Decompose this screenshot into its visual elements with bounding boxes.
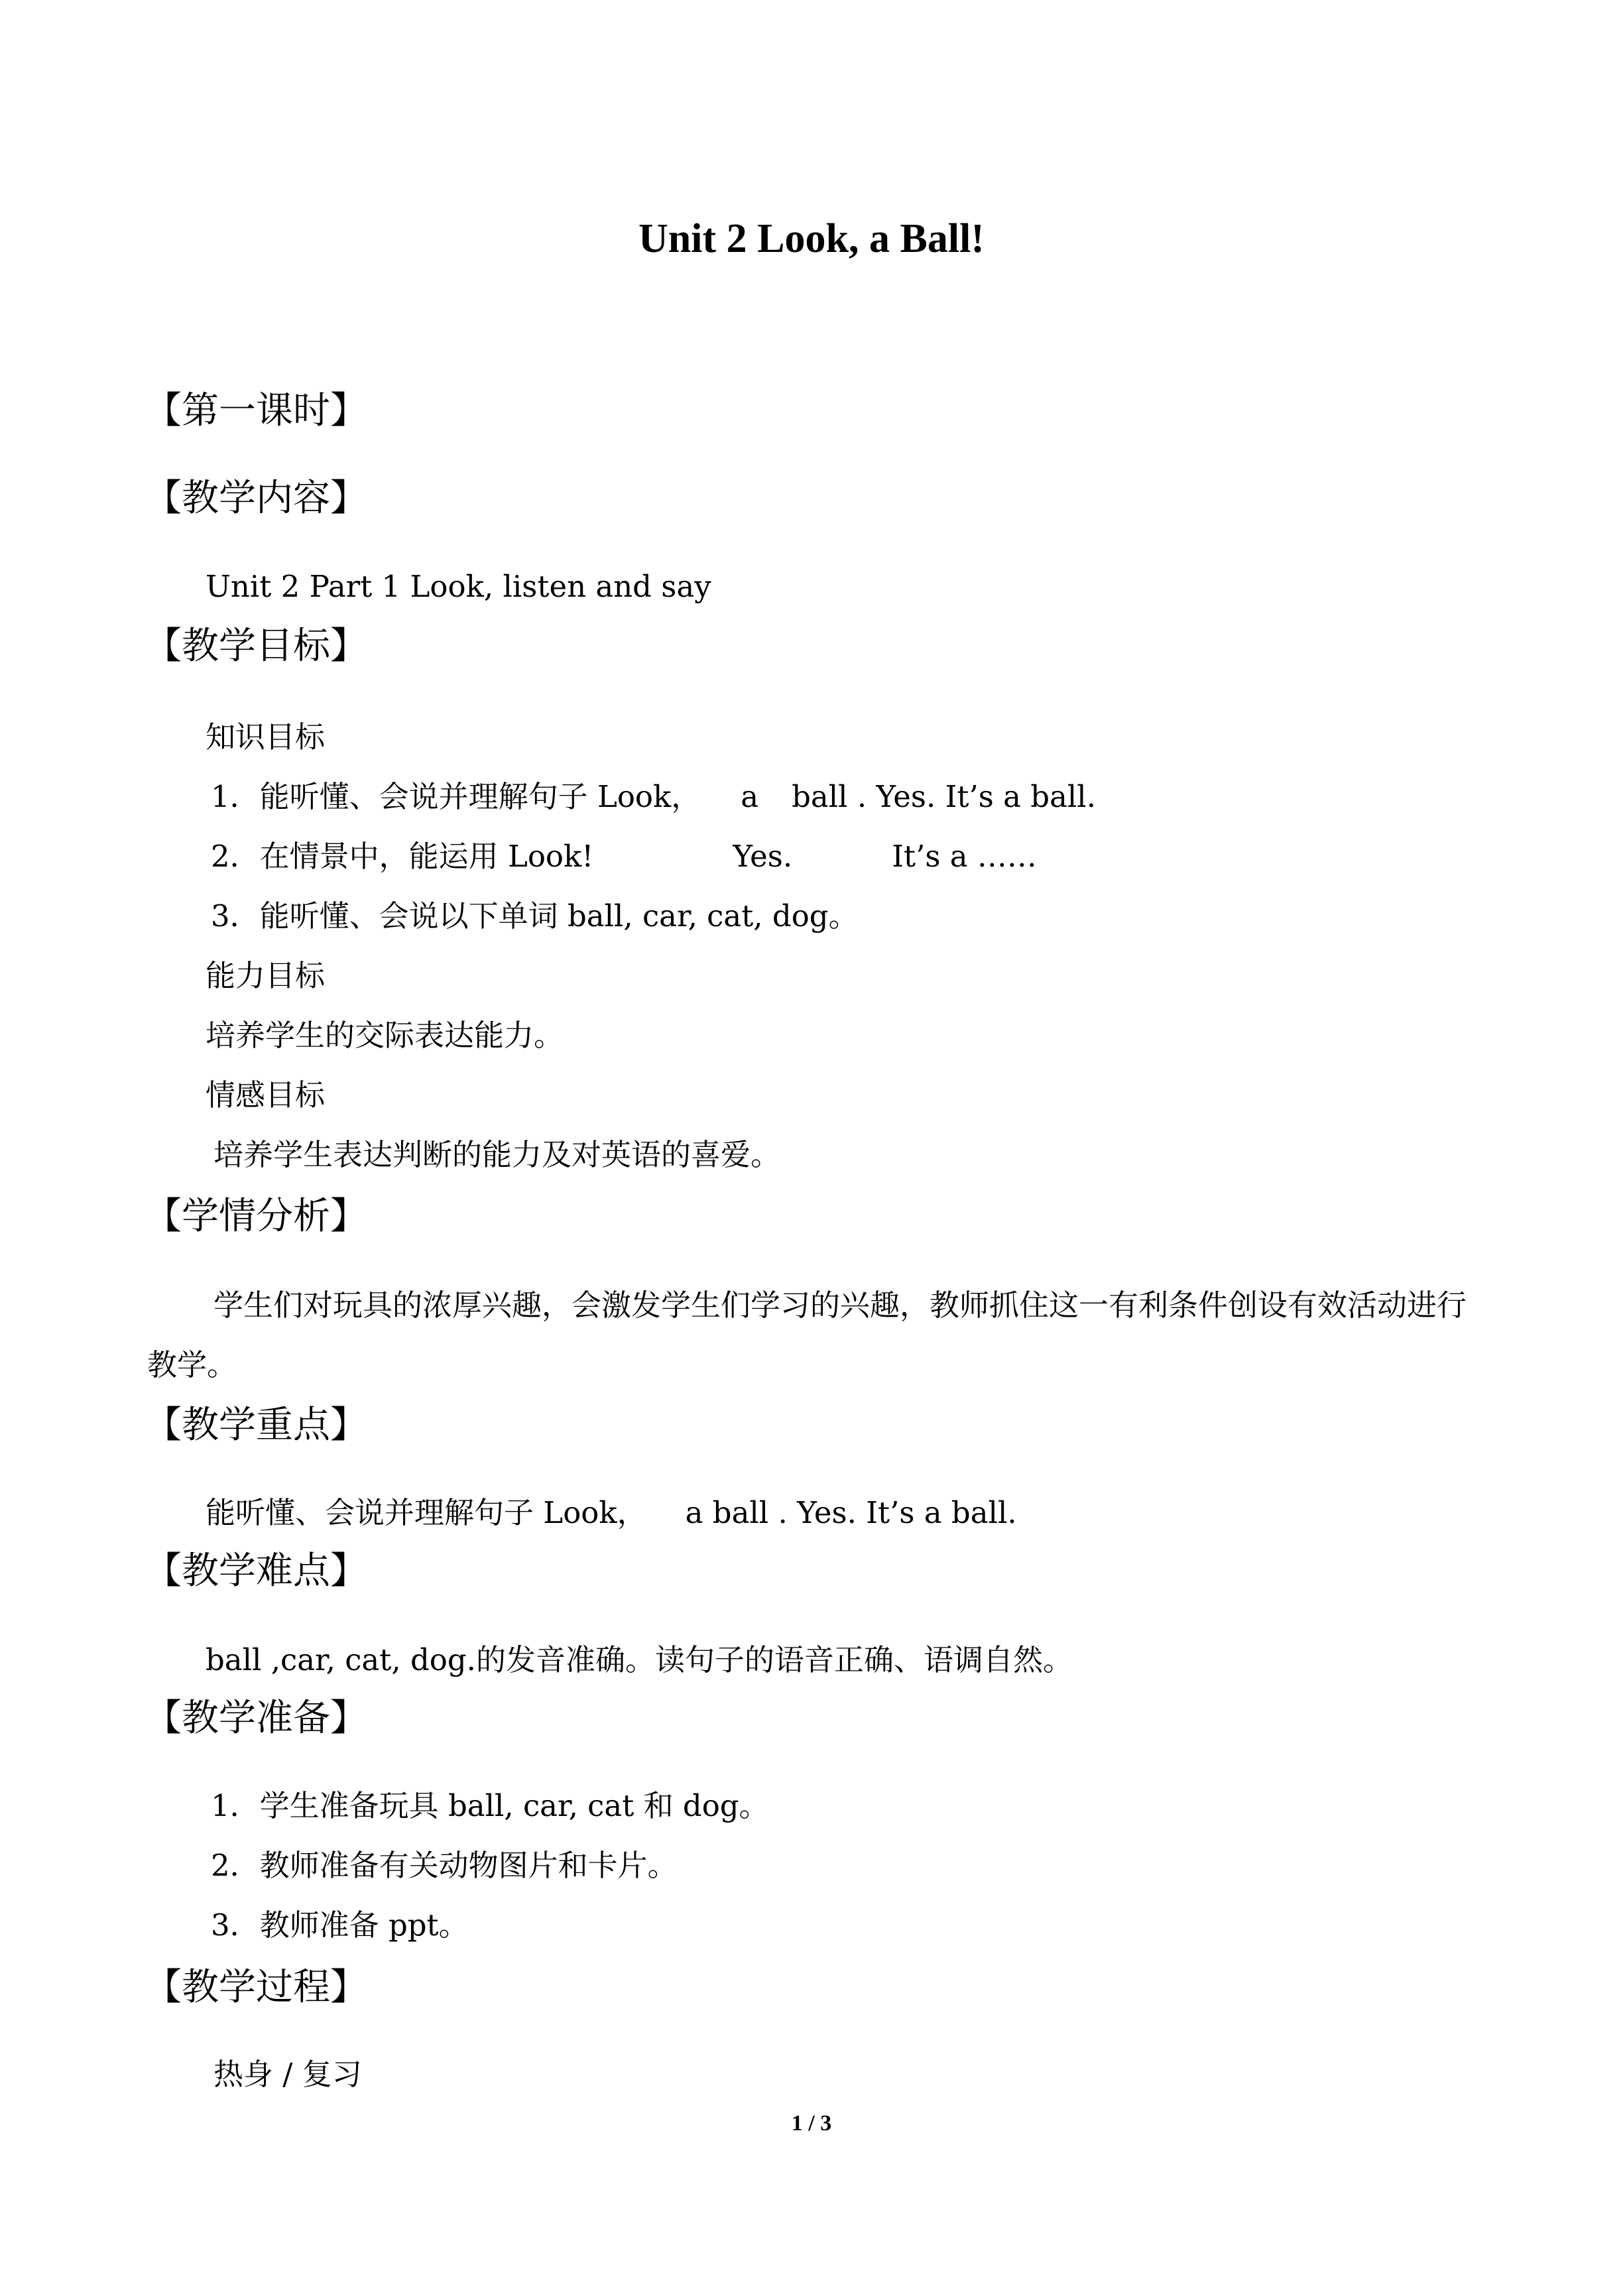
heading-goals: 【教学目标】 (145, 625, 367, 668)
heading-lesson: 【第一课时】 (145, 389, 367, 432)
k3-number: 3． (211, 898, 260, 934)
emotion-goal-text: 培养学生表达判断的能力及对英语的喜爱。 (213, 1137, 781, 1172)
knowledge-goal-1 (211, 776, 1096, 818)
key-text-a: 能听懂、会说并理解句子 Look， (206, 1495, 647, 1530)
preparation-item-1 (211, 1785, 769, 1827)
k2-text-b: Yes. (733, 839, 793, 874)
heading-analysis: 【学情分析】 (145, 1195, 367, 1238)
difficulties-text: ball ,car, cat, dog.的发音准确。读句子的语音正确、语调自然。 (206, 1642, 1073, 1677)
p2-text: 教师准备有关动物图片和卡片。 (259, 1848, 678, 1883)
analysis-text (147, 1276, 1480, 1395)
knowledge-goal-3 (211, 895, 859, 937)
process-text: 热身 / 复习 (213, 2057, 362, 2092)
document-title: Unit 2 Look, a Ball! (638, 216, 985, 261)
knowledge-goal-2 (211, 835, 1037, 878)
key-points-text (206, 1492, 1017, 1534)
page-number: 1 / 3 (791, 2111, 832, 2136)
heading-preparation: 【教学准备】 (145, 1697, 367, 1740)
heading-difficulties: 【教学难点】 (145, 1549, 367, 1593)
k2-number: 2． (211, 839, 260, 874)
p3-text: 教师准备 ppt。 (259, 1907, 469, 1943)
ability-goal-text: 培养学生的交际表达能力。 (206, 1018, 564, 1053)
k2-text-c: It’s a …… (892, 839, 1037, 874)
p2-number: 2． (211, 1848, 260, 1883)
ability-goal-title: 能力目标 (206, 958, 326, 993)
content-text: Unit 2 Part 1 Look, listen and say (206, 569, 711, 604)
key-text-b: a ball . Yes. It’s a ball. (685, 1495, 1017, 1530)
heading-process: 【教学过程】 (145, 1966, 367, 2009)
emotion-goal-title: 情感目标 (206, 1077, 326, 1113)
p3-number: 3． (211, 1907, 260, 1943)
analysis-text-content: 学生们对玩具的浓厚兴趣，会激发学生们学习的兴趣，教师抓住这一有利条件创设有效活动进行教学。 (147, 1288, 1467, 1382)
preparation-item-3 (211, 1904, 469, 1947)
heading-content: 【教学内容】 (145, 477, 367, 520)
knowledge-goal-title: 知识目标 (206, 719, 326, 755)
k1-number: 1． (211, 779, 260, 814)
heading-key-points: 【教学重点】 (145, 1404, 367, 1447)
p1-number: 1． (211, 1788, 260, 1823)
p1-text: 学生准备玩具 ball, car, cat 和 dog。 (259, 1788, 769, 1823)
preparation-item-2 (211, 1844, 678, 1887)
k1-text-a: 能听懂、会说并理解句子 Look， (259, 779, 701, 814)
k3-text: 能听懂、会说以下单词 ball, car, cat, dog。 (259, 898, 859, 934)
k1-text-c: ball . Yes. It’s a ball. (792, 779, 1097, 814)
k1-text-b: a (741, 779, 759, 814)
k2-text-a: 在情景中，能运用 Look! (259, 839, 594, 874)
